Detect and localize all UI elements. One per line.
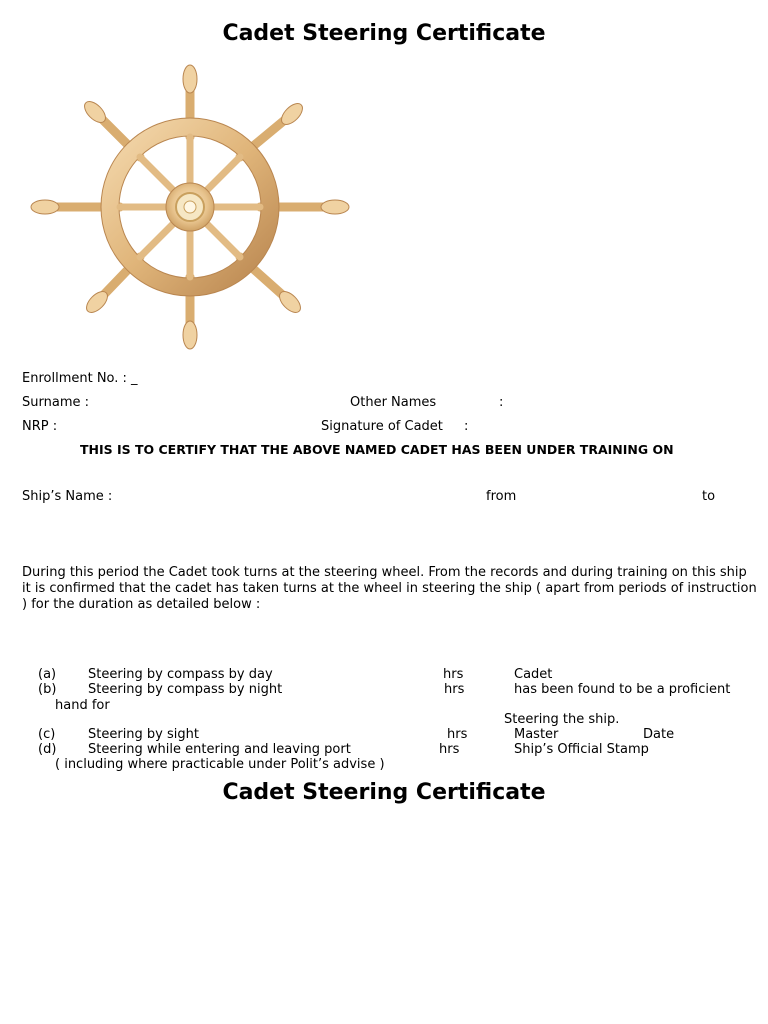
item-marker: (c) — [38, 727, 56, 742]
item-marker: (d) — [38, 742, 57, 757]
ships-wheel-icon — [28, 62, 352, 352]
page-title-repeat: Cadet Steering Certificate — [222, 780, 546, 805]
item-unit: hrs — [444, 682, 465, 697]
steering-ship-text: Steering the ship. — [504, 712, 620, 727]
item-label: Steering by compass by night — [88, 682, 283, 697]
certify-statement: THIS IS TO CERTIFY THAT THE ABOVE NAMED CADET HAS BEEN UNDER TRAINING ON — [80, 442, 674, 457]
other-names-label: Other Names — [350, 395, 437, 410]
item-marker: (b) — [38, 682, 57, 697]
item-unit: hrs — [439, 742, 460, 757]
enrollment-field: Enrollment No. : _ — [22, 371, 138, 386]
other-names-colon: : — [499, 395, 504, 410]
from-label: from — [486, 489, 517, 504]
item-label: Steering by sight — [88, 727, 199, 742]
item-note: Ship’s Official Stamp — [514, 742, 649, 757]
item-label: Steering by compass by day — [88, 667, 273, 682]
surname-field: Surname : — [22, 395, 89, 410]
item-note: has been found to be a proficient — [514, 682, 731, 697]
item-label: Steering while entering and leaving port — [88, 742, 351, 757]
item-unit: hrs — [447, 727, 468, 742]
date-label: Date — [643, 727, 675, 742]
paragraph-line-3: ) for the duration as detailed below : — [22, 597, 261, 612]
page-title: Cadet Steering Certificate — [222, 21, 546, 46]
signature-label: Signature of Cadet — [321, 419, 443, 434]
paragraph-line-2: it is confirmed that the cadet has taken turns at the wheel in steering the ship ( apart from periods of instruction — [22, 581, 757, 596]
item-marker: (a) — [38, 667, 57, 682]
item-unit: hrs — [443, 667, 464, 682]
ship-name-label: Ship’s Name : — [22, 489, 113, 504]
to-label: to — [702, 489, 716, 504]
item-note: Cadet — [514, 667, 553, 682]
nrp-field: NRP : — [22, 419, 58, 434]
item-note: Master — [514, 727, 559, 742]
paragraph-line-1: During this period the Cadet took turns at the steering wheel. From the records and during training on this ship — [22, 565, 747, 580]
signature-colon: : — [464, 419, 469, 434]
hand-for-text: hand for — [55, 698, 110, 713]
including-note: ( including where practicable under Polit’s advise ) — [55, 757, 385, 772]
